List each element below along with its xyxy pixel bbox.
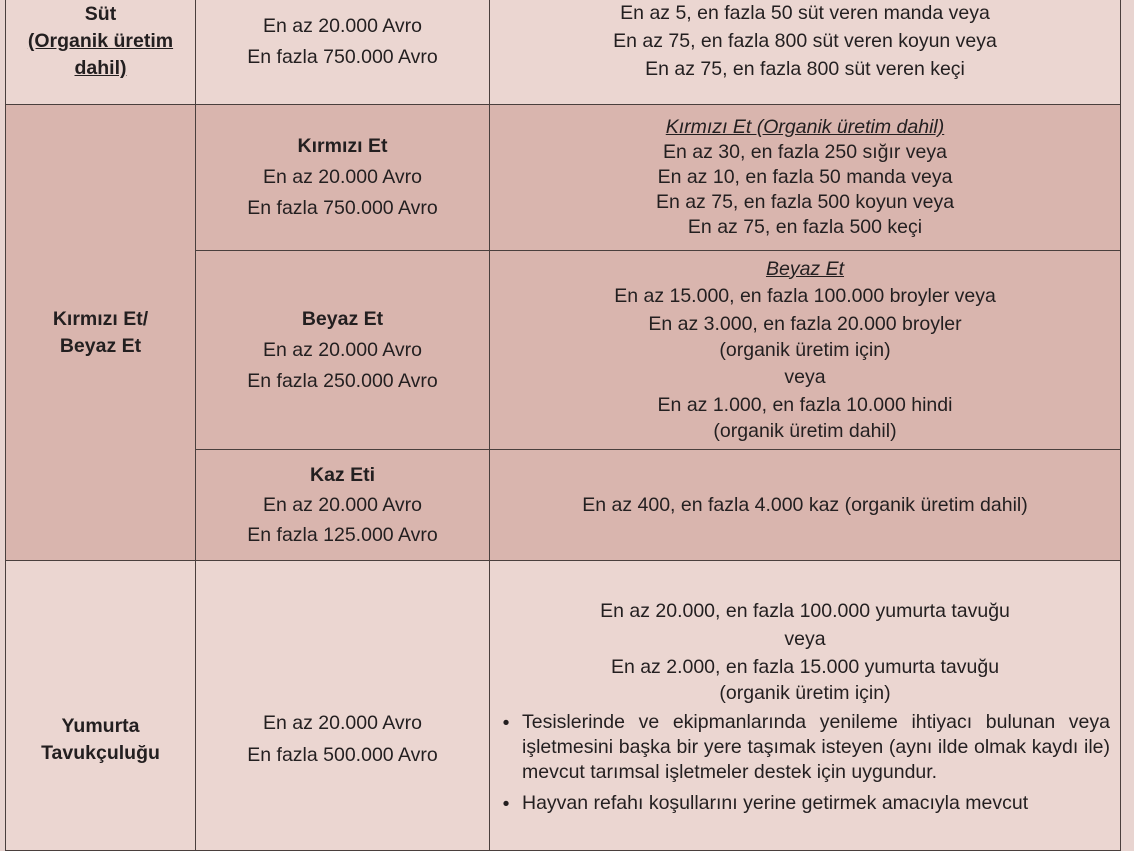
bullet-text: Hayvan refahı koşullarını yerine getirmek amacıyla mevcut xyxy=(522,792,1029,814)
condition-line: En az 3.000, en fazla 20.000 broyler xyxy=(648,312,962,335)
conditions-beyaz-et xyxy=(490,251,1121,450)
amount-yumurta xyxy=(196,561,490,851)
amount-min: En az 20.000 Avro xyxy=(262,338,422,361)
bullet-list xyxy=(490,710,1120,818)
condition-line: (organik üretim dahil) xyxy=(713,419,897,442)
conditions-sut xyxy=(490,0,1121,105)
condition-title: Kırmızı Et (Organik üretim dahil) xyxy=(665,116,945,138)
amount-max: En fazla 750.000 Avro xyxy=(247,197,438,219)
category-title: Beyaz Et xyxy=(59,334,142,357)
category-sut xyxy=(6,0,196,105)
category-et xyxy=(6,105,196,561)
bullet-icon: • xyxy=(502,793,510,815)
bullet-text: Tesislerinde ve ekipmanlarında yenileme ihtiyacı bulunan veya işletmesini başka bir yere taşımak isteyen (aynı ilde olmak kaydı ile) mevcut tarımsal işletmeler destek için uygundur. xyxy=(522,711,1110,783)
condition-line: veya xyxy=(784,365,826,388)
amount-max: En fazla 125.000 Avro xyxy=(247,524,438,546)
amount-max: En fazla 750.000 Avro xyxy=(247,45,438,68)
bullet-item xyxy=(490,791,1110,818)
amount-title: Kırmızı Et xyxy=(297,135,388,157)
support-table xyxy=(5,0,1121,851)
category-title: Tavukçuluğu xyxy=(41,742,160,764)
condition-line: (organik üretim için) xyxy=(719,682,891,704)
amount-min: En az 20.000 Avro xyxy=(262,712,422,734)
condition-line: En az 75, en fazla 800 süt veren keçi xyxy=(645,58,965,80)
condition-line: En az 1.000, en fazla 10.000 hindi xyxy=(657,393,953,416)
amount-max: En fazla 500.000 Avro xyxy=(247,744,438,766)
row-yumurta xyxy=(6,561,1121,851)
condition-line: En az 75, en fazla 500 koyun veya xyxy=(655,191,955,213)
condition-line: En az 10, en fazla 50 manda veya xyxy=(657,166,953,188)
row-kirmizi-et xyxy=(6,105,1121,251)
category-subtitle: (Organik üretim xyxy=(27,30,174,52)
condition-title: Beyaz Et xyxy=(765,257,845,280)
condition-line: veya xyxy=(784,628,826,650)
amount-beyaz-et xyxy=(196,251,490,450)
condition-line: En az 5, en fazla 50 süt veren manda veya xyxy=(620,2,990,24)
amount-min: En az 20.000 Avro xyxy=(262,14,422,37)
condition-line: En az 20.000, en fazla 100.000 yumurta tavuğu xyxy=(600,600,1010,622)
amount-sut xyxy=(196,0,490,105)
category-title: Süt xyxy=(84,3,117,25)
condition-line: En az 75, en fazla 800 süt veren koyun veya xyxy=(613,30,997,52)
condition-line: En az 400, en fazla 4.000 kaz (organik üretim dahil) xyxy=(582,493,1028,516)
category-title: Yumurta xyxy=(61,715,140,737)
category-yumurta xyxy=(6,561,196,851)
conditions-kirmizi-et xyxy=(490,105,1121,251)
row-sut xyxy=(6,0,1121,105)
conditions-yumurta xyxy=(490,561,1121,851)
bullet-item xyxy=(490,710,1110,785)
condition-line: En az 30, en fazla 250 sığır veya xyxy=(662,141,947,163)
conditions-kaz-eti xyxy=(490,450,1121,561)
bullet-icon: • xyxy=(502,712,510,734)
condition-line: En az 75, en fazla 500 keçi xyxy=(687,216,923,238)
amount-min: En az 20.000 Avro xyxy=(262,494,422,516)
condition-line: (organik üretim için) xyxy=(719,338,891,361)
condition-line: En az 2.000, en fazla 15.000 yumurta tavuğu xyxy=(610,656,1000,678)
amount-max: En fazla 250.000 Avro xyxy=(247,369,438,392)
category-subtitle: dahil) xyxy=(74,57,127,79)
category-title: Kırmızı Et/ xyxy=(52,307,149,330)
amount-kirmizi-et xyxy=(196,105,490,251)
condition-line: En az 15.000, en fazla 100.000 broyler veya xyxy=(614,284,996,307)
amount-title: Kaz Eti xyxy=(309,464,375,486)
amount-kaz-eti xyxy=(196,450,490,561)
amount-title: Beyaz Et xyxy=(301,307,384,330)
amount-min: En az 20.000 Avro xyxy=(262,166,422,188)
